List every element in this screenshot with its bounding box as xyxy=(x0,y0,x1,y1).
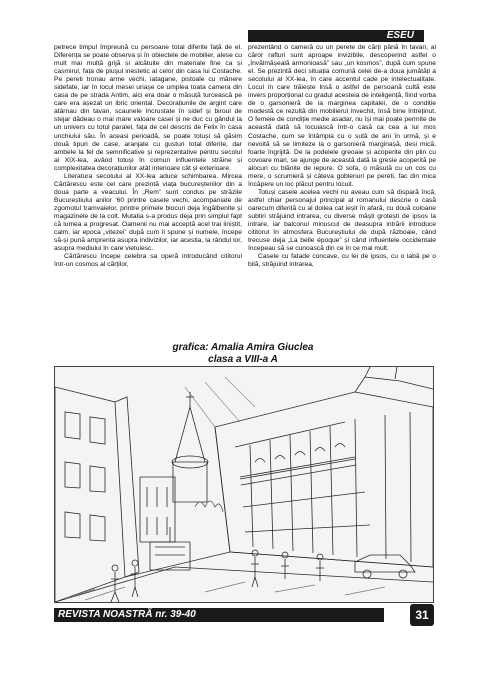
sketch-drawing xyxy=(55,367,433,602)
paragraph: Cărtărescu începe celebra sa operă introducând cititorul într-un cosmos al cărților, xyxy=(54,253,242,269)
paragraph: Casele cu fatade concave, cu lei de ipsos, cu o labă pe o bilă, străjuind intrarea, xyxy=(248,253,436,269)
street-sketch-illustration xyxy=(54,366,434,603)
right-text-column xyxy=(248,44,436,328)
footer-magazine-title: REVISTA NOASTRĂ nr. 39-40 xyxy=(54,608,384,622)
paragraph: Totuși casele acelea vechi nu aveau cum să dispară încă, astfel chiar personajul principal al romanului descrie o casă oarecum diferită cu al doilea cat ieșit în afară, cu două coloane subtiri străjuind intrarea, cu diverse măști grotești de ipsos la intrare, iar balconul minuscul de deasupra intrării introduce cititorul în atmosfera Bucureștiului de după războaie, când trecuse deja „La belle époque” și când influentele occidentale începeau să se cunoască din ce în ce mai mult. xyxy=(248,188,436,253)
page-number: 31 xyxy=(410,604,434,626)
left-text-column xyxy=(54,44,242,328)
paragraph: Literatura secolului al XX-lea aduce schimbarea. Mircea Cărtărescu este cel care prezintă viața bucureștenilor din a doua parte a veacului. În „Rem” sunt condus pe străzile Bucureștiului anilor ’60 printre casele vechi, acompaniate de zgomotul tramvaielor, printre primele blocuri deja îngălbenite și magazinele de la colt. Mutatia s-a produs deja prin simplul fapt că lumea a progresat. Oamenii nu mai acceptă acel trai liniștit, calm, iar epoca „vitezei” după cum îi spune și numele, începe să-și pună amprenta asupra indivizilor, iar acestia, la rândul lor, asupra mediului în care vietuiesc. xyxy=(54,172,242,253)
credit-class: clasa a VIII-a A xyxy=(208,354,278,365)
section-header: ESEU xyxy=(248,30,424,42)
credit-author: grafica: Amalia Amira Giuclea xyxy=(172,342,314,353)
paragraph: prezentând o cameră cu un perete de cărți până în tavan, al căror rafturi sunt aproape invizibile, descoperind astfel o „învălmășeală armonioasă” sau „un kosmos”, după cum spune el. Se prezintă deci situația comună celei de-a doua jumătăți a secolului al XX-lea, în care accentul cade pe intelectualitate. Locul în care trăiește Insă o astfel de persoană cultă este invers proporțional cu gradul acesteia de inteligență, fiind vorba de o garsonieră de la marginea capitalei, de o condiție modestă ce rezultă din mobilierul învechit, însă bine întreținut. O femeie de condiție medie asadar, nu își mai poate permite de această dată să locuiască într-o casă ca cea a lui mos Costache, cum se întâmpla cu o sută de ani în urmă, și e nevoită să se limiteze la o garsonieră marginașă, desi mică, foarte îngrijită. De la podelele greoaie și acoperite din plin cu covoare mari, se ajunge de această dată la gresie acoperită pe alocuri cu blănite de iepure. O sofa, o măsută cu un cos cu mere, o scrumieră și câteva goblenuri pe pereti, fac din mica încăpere un loc plăcut pentru locuit. xyxy=(248,44,436,188)
paragraph: petrece timpul împreună cu persoane total diferite față de el. Diferența se poate observa și în obiectele de mobilier, alese cu mult mai multă grijă și alcătuite din materiale fine ca și casmirul, fața de plușul inestetic al celor din casa lui Costache. Pe pereti tronau arme vechi, iatagane, pistoale cu mânere sidefate, iar în locul mesei uriașe ce umplea toata camera din casa de pe strada Antim, aici era doar o măsuță turcească pe care era așezat un ibric oriental. Decorațiunile de argint care atârnau din tavan, scaunele încrustate în sidef și biroul de stejar dădeau o mai mare valoare casei și ne duc cu gândul la un univers cu totul paralel, fața de cel descris de Felix în casa unchiului său. În aceasi perioadă, se poate totuși să găsim două tipuri de case, aranjate cu gusturi total diferite, dar ambele la fel de semnificative și reprezentative pentru secolul al XIX-lea, având totuși în comun influentele străine și complexitatea decorațiunilor atât interioare cât și exterioare. xyxy=(54,44,242,172)
illustration-credit xyxy=(54,342,432,366)
